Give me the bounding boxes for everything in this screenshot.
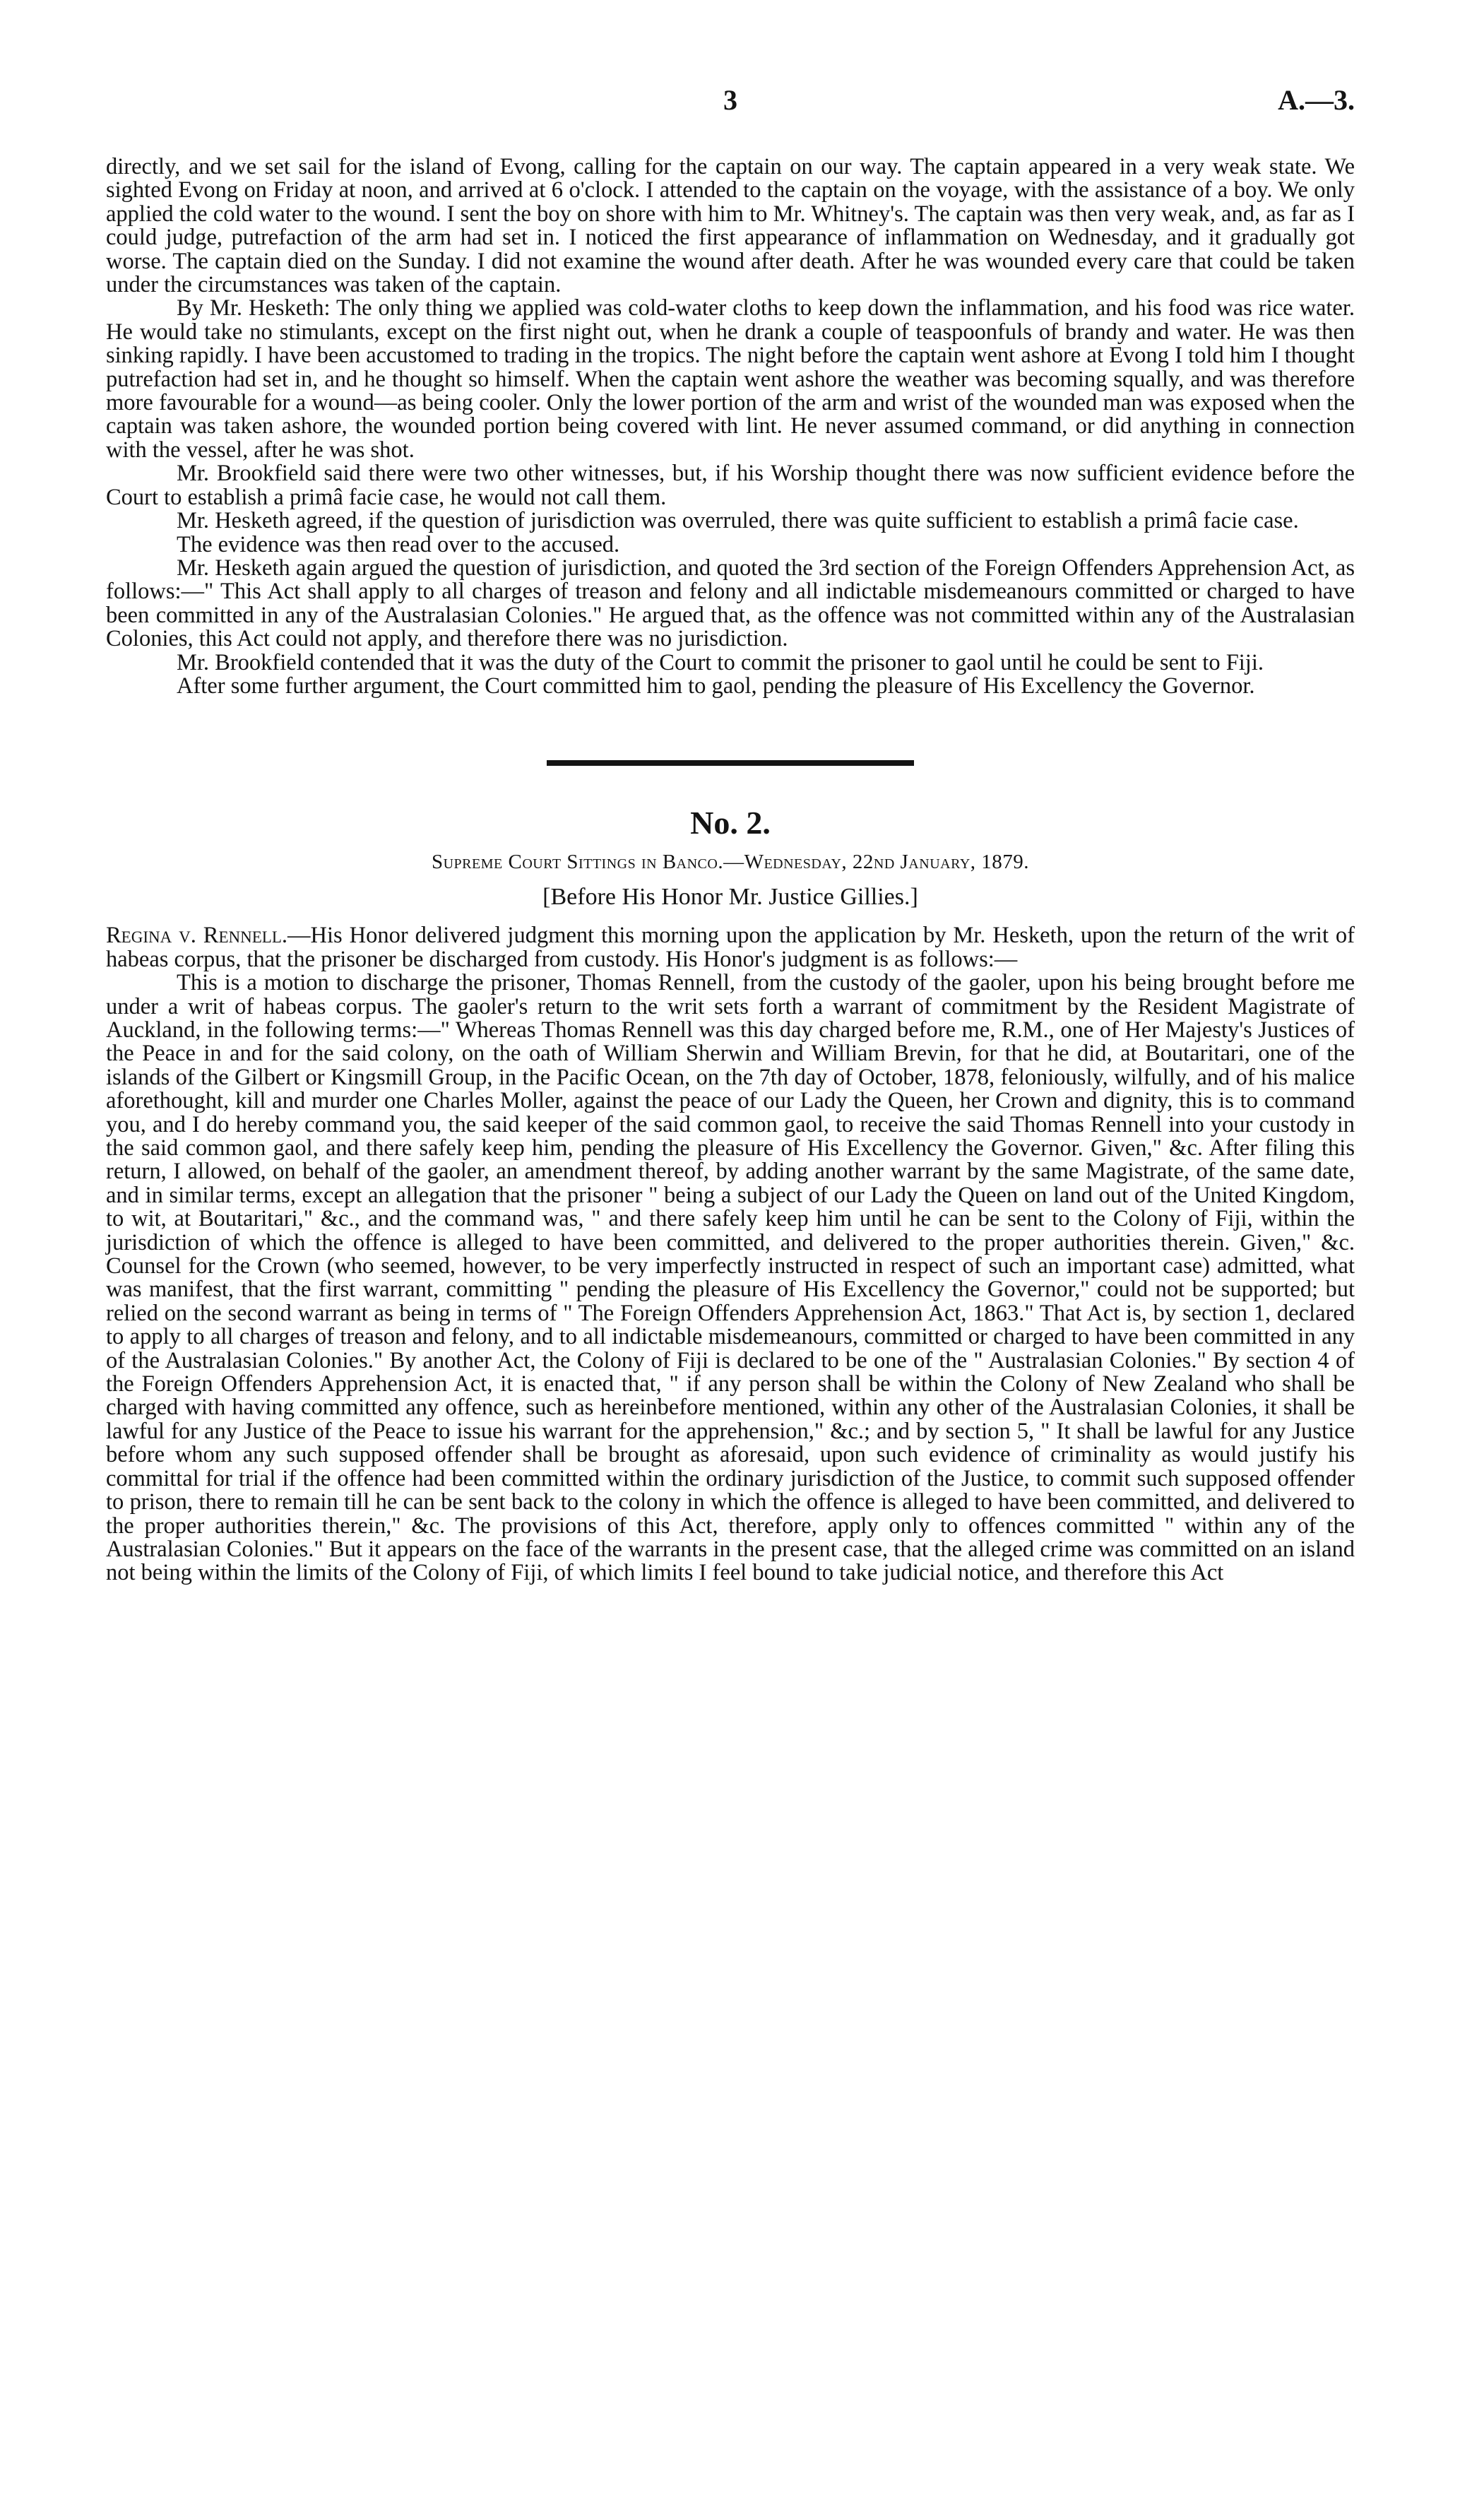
paragraph: Mr. Hesketh again argued the question of jurisdiction, and quoted the 3rd section of the Foreign Offenders Apprehension Act, as follows:—" This Act shall apply to all charges of treason and felony and all indictable misdemeanours committed or charged to have been committed in any of the Australasian Colonies." He argued that, as the offence was not committed within any of the Australasian Colonies, this Act could not apply, and therefore there was no jurisdiction. [106,555,1355,652]
page-number: 3 [723,84,737,116]
case-name: Regina v. Rennell. [106,923,288,949]
paragraph: Mr. Brookfield said there were two other witnesses, but, if his Worship thought there was now sufficient evidence before the Court to establish a primâ facie case, he would not call them. [106,461,1355,510]
body-text [106,155,1355,1585]
paragraph: By Mr. Hesketh: The only thing we applied was cold-water cloths to keep down the inflammation, and his food was rice water. He would take no stimulants, except on the first night out, when he drank a couple of teaspoonfuls of brandy and water. He was then sinking rapidly. I have been accustomed to trading in the tropics. The night before the captain went ashore at Evong I told him I thought putrefaction had set in, and he thought so himself. When the captain went ashore the weather was becoming squally, and was therefore more favourable for a wound—as being cooler. Only the lower portion of the arm and wrist of the wounded man was exposed when the captain was taken ashore, the wounded portion being covered with lint. He never assumed command, or did anything in connection with the vessel, after he was shot. [106,295,1355,463]
divider-rule [547,760,914,766]
paragraph: Mr. Brookfield contended that it was the duty of the Court to commit the prisoner to gaol until he could be sent to Fiji. [177,649,1264,675]
document-page [106,0,1355,2520]
paragraph: The evidence was then read over to the accused. [177,531,620,557]
sitting-heading: Supreme Court Sittings in Banco.—Wednesday, 22nd January, 1879. [431,851,1030,874]
evidence-section [106,155,1355,698]
case-paragraph [106,924,1355,971]
bench-line: [Before His Honor Mr. Justice Gillies.] [542,884,918,911]
document-reference: A.—3. [1278,84,1355,116]
paragraph-text: —His Honor delivered judgment this morning upon the application by Mr. Hesketh, upon the return of the writ of habeas corpus, that the prisoner be discharged from custody. His Honor's judgment is as follows:— [106,923,1355,972]
page-header [106,83,1355,126]
section-divider [106,698,1355,804]
judgment-section [106,804,1355,1585]
paragraph: This is a motion to discharge the prisoner, Thomas Rennell, from the custody of the gaoler, upon his being brought before me under a writ of habeas corpus. The gaoler's return to the writ sets forth a warrant of commitment by the Resident Magistrate of Auckland, in the following terms:—" Whereas Thomas Rennell was this day charged before me, R.M., one of Her Majesty's Justices of the Peace in and for the said colony, on the oath of William Sherwin and William Brevin, for that he did, at Boutaritari, one of the islands of the Gilbert or Kingsmill Group, in the Pacific Ocean, on the 7th day of October, 1878, feloniously, wilfully, and of his malice aforethought, kill and murder one Charles Moller, against the peace of our Lady the Queen, her Crown and dignity, this is to command you, and I do hereby command you, the said keeper of the said common gaol, to receive the said Thomas Rennell into your custody in the said common gaol, and there safely keep him, pending the pleasure of His Excellency the Governor. Given," &c. After filing this return, I allowed, on behalf of the gaoler, an amendment thereof, by adding another warrant by the same Magistrate, of the same date, and in similar terms, except an allegation that the prisoner " being a subject of our Lady the Queen on land out of the United Kingdom, to wit, at Boutaritari," &c., and the command was, " and there safely keep him until he can be sent to the Colony of Fiji, within the jurisdiction of which the offence is alleged to have been committed, and delivered to the proper authorities therein. Given," &c. Counsel for the Crown (who seemed, however, to be very imperfectly instructed in respect of such an important case) admitted, what was manifest, that the first warrant, committing " pending the pleasure of His Excellency the Governor," could not be supported; but relied on the second warrant as being in terms of " The Foreign Offenders Apprehension Act, 1863." That Act is, by section 1, declared to apply to all charges of treason and felony, and to all indictable misdemeanours, committed or charged to have been committed in any of the Australasian Colonies." By another Act, the Colony of Fiji is declared to be one of the " Australasian Colonies." By section 4 of the Foreign Offenders Apprehension Act, it is enacted that, " if any person shall be within the Colony of New Zealand who shall be charged with having committed any offence, such as hereinbefore mentioned, within any other of the Australasian Colonies, it shall be lawful for any Justice of the Peace to issue his warrant for the apprehension," &c.; and by section 5, " It shall be lawful for any Justice before whom any such supposed offender shall be brought as aforesaid, upon such evidence of criminality as would justify his committal for trial if the offence had been committed within the ordinary jurisdiction of the Justice, to commit such supposed offender to prison, there to remain till he can be sent back to the colony in which the offence is alleged to have been committed, and delivered to the proper authorities therein," &c. The provisions of this Act, therefore, apply only to offences committed " within any of the Australasian Colonies." But it appears on the face of the warrants in the present case, that the alleged crime was committed on an island not being within the limits of the Colony of Fiji, of which limits I feel bound to take judicial notice, and therefore this Act [106,970,1355,1586]
paragraph: directly, and we set sail for the island of Evong, calling for the captain on our way. The captain appeared in a very weak state. We sighted Evong on Friday at noon, and arrived at 6 o'clock. I attended to the captain on the voyage, with the assistance of a boy. We only applied the cold water to the wound. I sent the boy on shore with him to Mr. Whitney's. The captain was then very weak, and, as far as I could judge, putrefaction of the arm had set in. I noticed the first appearance of inflammation on Wednesday, and it gradually got worse. The captain died on the Sunday. I did not examine the wound after death. After he was wounded every care that could be taken under the circumstances was taken of the captain. [106,154,1355,298]
paragraph: After some further argument, the Court committed him to gaol, pending the pleasure of His Excellency the Governor. [177,673,1255,699]
paragraph: Mr. Hesketh agreed, if the question of jurisdiction was overruled, there was quite sufficient to establish a primâ facie case. [177,508,1299,534]
section-number: No. 2. [690,805,771,841]
